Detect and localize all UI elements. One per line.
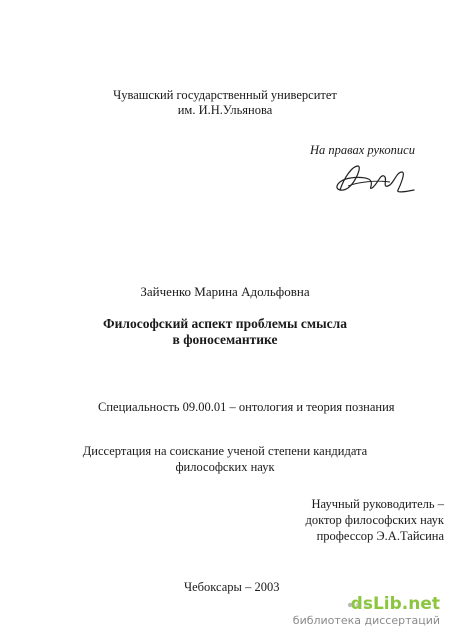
dissertation-title <box>0 316 450 348</box>
advisor-line-1: Научный руководитель – <box>311 497 444 511</box>
advisor-line-3: профессор Э.А.Тайсина <box>316 529 444 543</box>
university-name: Чувашский государственный университет <box>113 88 337 102</box>
degree-line-1: Диссертация на соискание ученой степени кандидата <box>82 444 368 458</box>
title-line-1: Философский аспект проблемы смысла <box>103 316 347 331</box>
degree-line-2: философских наук <box>175 460 275 474</box>
city-year: Чебоксары – 2003 <box>184 580 280 594</box>
title-line-2: в фоносемантике <box>172 332 278 347</box>
dslib-watermark <box>286 592 446 632</box>
university-honorific: им. И.Н.Ульянова <box>177 103 273 117</box>
watermark-logo: dsLib.net <box>350 594 440 614</box>
author-name: Зайченко Марина Адольфовна <box>140 284 310 299</box>
advisor-line-2: доктор философских наук <box>305 513 444 527</box>
handwritten-signature <box>318 160 418 196</box>
manuscript-note: На правах рукописи <box>310 143 415 157</box>
scientific-advisor <box>264 496 444 544</box>
specialty-line: Специальность 09.00.01 – онтология и теория познания <box>98 400 395 414</box>
university-header <box>0 88 450 118</box>
dissertation-degree <box>0 443 450 475</box>
watermark-subtitle: библиотека диссертаций <box>292 614 440 627</box>
